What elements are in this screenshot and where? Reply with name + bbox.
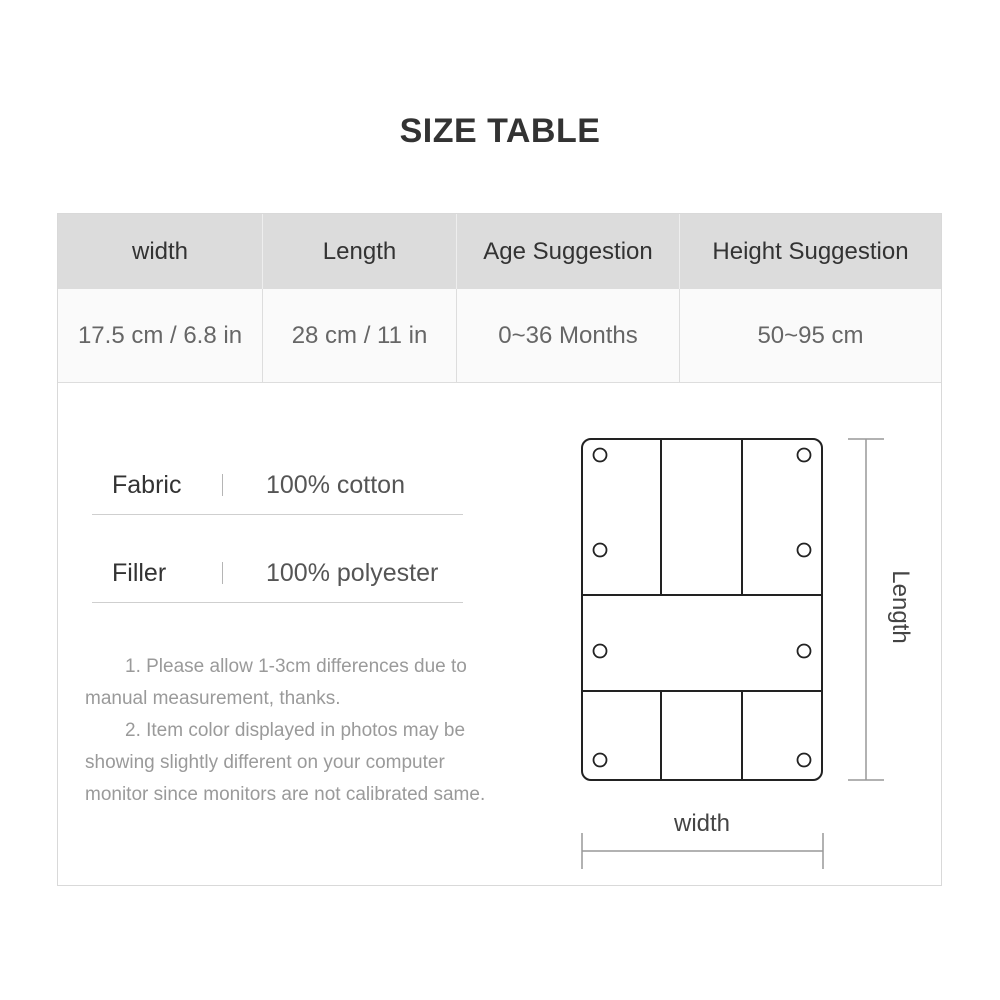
- header-age-suggestion: Age Suggestion: [457, 214, 680, 289]
- snap-button-icon: [798, 645, 811, 658]
- snap-button-icon: [594, 645, 607, 658]
- spec-filler-value: 100% polyester: [266, 559, 439, 587]
- header-height-suggestion: Height Suggestion: [712, 237, 909, 265]
- header-width: width: [58, 214, 263, 289]
- snap-button-icon: [594, 544, 607, 557]
- snap-button-icon: [594, 449, 607, 462]
- note-item: 2. Item color displayed in photos may be showing slightly different on your computer monitor since monitors are not calibrated same.: [85, 720, 486, 805]
- value-width: 17.5 cm / 6.8 in: [58, 289, 263, 382]
- width-label: width: [674, 810, 731, 837]
- snap-button-icon: [798, 754, 811, 767]
- snap-button-icon: [798, 449, 811, 462]
- note-item: 1. Please allow 1-3cm differences due to manual measurement, thanks.: [85, 656, 467, 709]
- snap-button-icon: [798, 544, 811, 557]
- value-age-suggestion: 0~36 Months: [457, 289, 680, 382]
- page-title: SIZE TABLE: [399, 112, 601, 150]
- value-length: 28 cm / 11 in: [263, 289, 457, 382]
- spec-filler-label: Filler: [112, 559, 167, 587]
- size-card: [57, 213, 942, 886]
- value-height-suggestion: 50~95 cm: [757, 321, 864, 349]
- spec-fabric-value: 100% cotton: [266, 471, 405, 499]
- product-outline: [582, 439, 822, 780]
- snap-button-icon: [594, 754, 607, 767]
- spec-fabric-label: Fabric: [112, 471, 182, 499]
- product-dimension-diagram: [58, 214, 941, 885]
- length-label: Length: [887, 570, 914, 644]
- header-length: Length: [263, 214, 457, 289]
